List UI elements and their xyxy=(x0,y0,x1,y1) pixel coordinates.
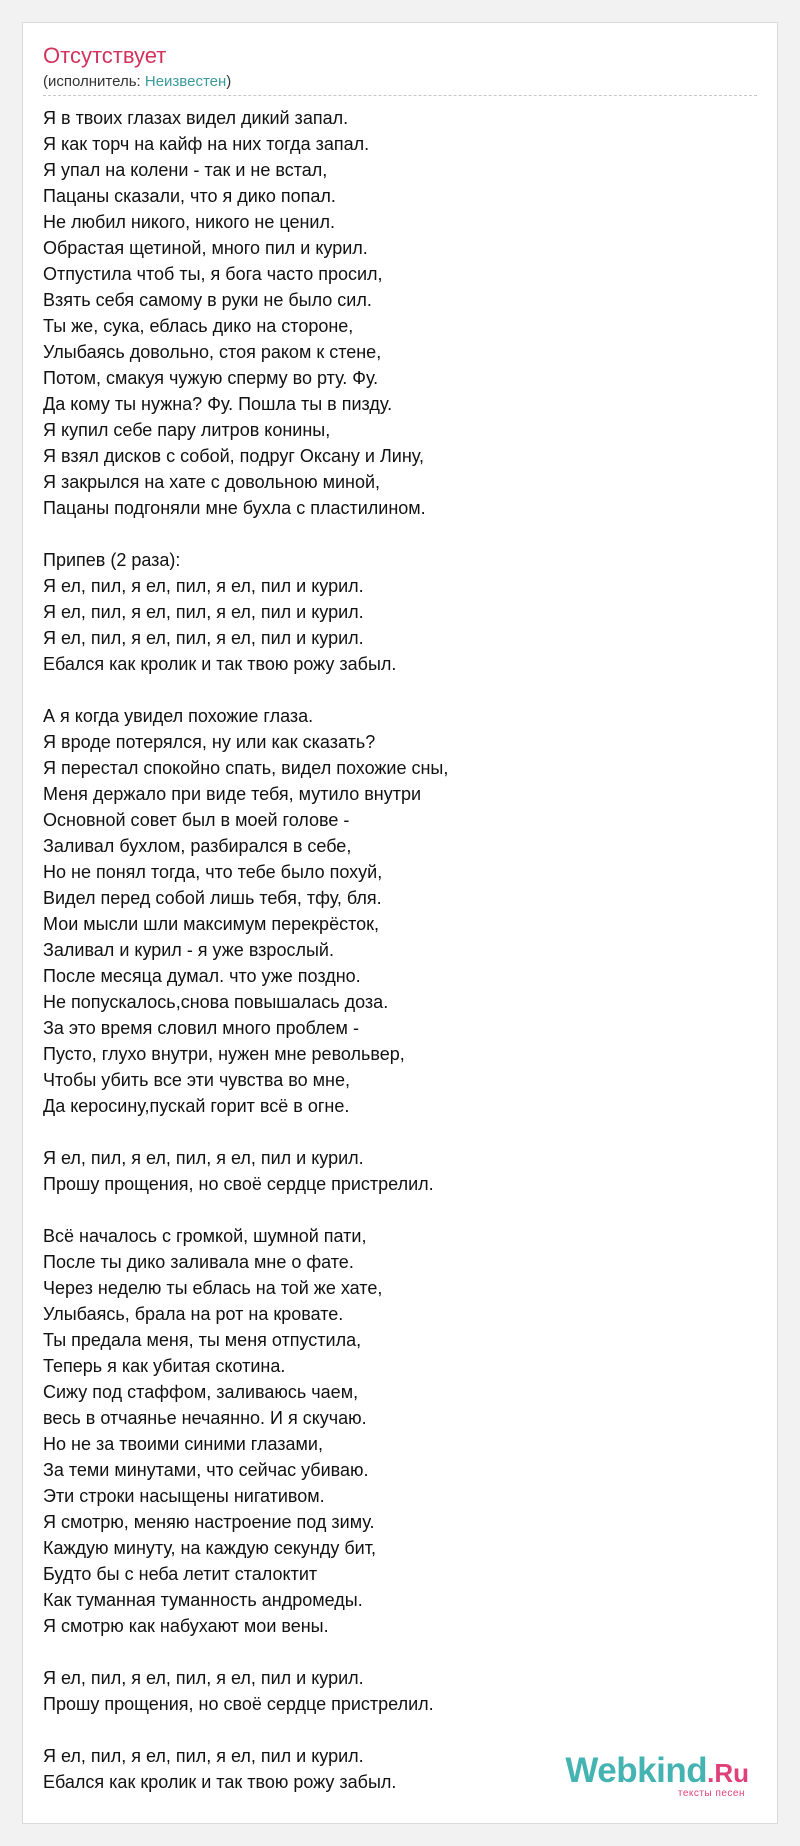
lyric-line: Я как торч на кайф на них тогда запал. xyxy=(43,134,370,154)
lyric-line: После ты дико заливала мне о фате. xyxy=(43,1252,354,1272)
lyric-line: Пацаны подгоняли мне бухла с пластилином. xyxy=(43,498,426,518)
site-logo[interactable] xyxy=(565,1753,749,1799)
lyric-line: Всё началось с громкой, шумной пати, xyxy=(43,1226,367,1246)
lyric-line: Пусто, глухо внутри, нужен мне револьвер, xyxy=(43,1044,405,1064)
lyric-line: Я ел, пил, я ел, пил, я ел, пил и курил. xyxy=(43,576,364,596)
lyric-line: Потом, смакуя чужую сперму во рту. Фу. xyxy=(43,368,379,388)
logo-tagline: тексты песен xyxy=(677,1788,745,1799)
lyric-line: Я упал на колени - так и не встал, xyxy=(43,160,328,180)
stanza-gap xyxy=(43,1639,743,1665)
lyric-line: Каждую минуту, на каждую секунду бит, xyxy=(43,1538,376,1558)
lyric-line: Не любил никого, никого не ценил. xyxy=(43,212,335,232)
lyric-line: Меня держало при виде тебя, мутило внутри xyxy=(43,784,422,804)
lyric-line: Я закрылся на хате с довольною миной, xyxy=(43,472,381,492)
lyric-line: Ебался как кролик и так твою рожу забыл. xyxy=(43,654,397,674)
song-title: Отсутствует xyxy=(43,43,167,68)
lyric-line: Я смотрю как набухают мои вены. xyxy=(43,1616,329,1636)
header-divider xyxy=(43,95,757,96)
lyric-line: Прошу прощения, но своё сердце пристрелил. xyxy=(43,1174,434,1194)
stanza-gap xyxy=(43,1119,743,1145)
stanza-gap xyxy=(43,677,743,703)
lyrics-text xyxy=(43,105,743,1795)
stanza-gap xyxy=(43,1717,743,1743)
lyric-line: весь в отчаянье нечаянно. И я скучаю. xyxy=(43,1408,367,1428)
lyric-line: Отпустила чтоб ты, я бога часто просил, xyxy=(43,264,383,284)
lyric-line: Основной совет был в моей голове - xyxy=(43,810,350,830)
lyric-line: Видел перед собой лишь тебя, тфу, бля. xyxy=(43,888,382,908)
lyric-line: Мои мысли шли максимум перекрёсток, xyxy=(43,914,380,934)
lyric-line: Будто бы с неба летит сталоктит xyxy=(43,1564,318,1584)
lyric-line: Заливал бухлом, разбирался в себе, xyxy=(43,836,352,856)
lyric-line: Я ел, пил, я ел, пил, я ел, пил и курил. xyxy=(43,1746,364,1766)
artist-link[interactable]: Неизвестен xyxy=(144,73,227,90)
lyric-line: Да кому ты нужна? Фу. Пошла ты в пизду. xyxy=(43,394,393,414)
lyric-line: Сижу под стаффом, заливаюсь чаем, xyxy=(43,1382,359,1402)
lyric-line: За это время словил много проблем - xyxy=(43,1018,359,1038)
lyric-line: Обрастая щетиной, много пил и курил. xyxy=(43,238,368,258)
logo-name: Webkind xyxy=(565,1751,708,1790)
lyric-line: Улыбаясь довольно, стоя раком к стене, xyxy=(43,342,382,362)
lyric-line: Эти строки насыщены нигативом. xyxy=(43,1486,325,1506)
lyric-line: Ты предала меня, ты меня отпустила, xyxy=(43,1330,362,1350)
lyric-line: Улыбаясь, брала на рот на кровате. xyxy=(43,1304,344,1324)
artist-prefix: (исполнитель: xyxy=(43,73,145,90)
lyric-line: Я ел, пил, я ел, пил, я ел, пил и курил. xyxy=(43,628,364,648)
lyric-line: Прошу прощения, но своё сердце пристрелил. xyxy=(43,1694,434,1714)
lyric-line: После месяца думал. что уже поздно. xyxy=(43,966,361,986)
lyric-line: Я вроде потерялся, ну или как сказать? xyxy=(43,732,376,752)
stanza-gap xyxy=(43,1197,743,1223)
lyric-line: Я в твоих глазах видел дикий запал. xyxy=(43,108,349,128)
lyric-line: Как туманная туманность андромеды. xyxy=(43,1590,363,1610)
lyric-line: Но не за твоими синими глазами, xyxy=(43,1434,323,1454)
lyric-line: Чтобы убить все эти чувства во мне, xyxy=(43,1070,351,1090)
lyric-line: Ты же, сука, еблась дико на стороне, xyxy=(43,316,354,336)
logo-tld: .Ru xyxy=(707,1758,749,1788)
lyric-line: Припев (2 раза): xyxy=(43,550,181,570)
lyric-line: Ебался как кролик и так твою рожу забыл. xyxy=(43,1772,397,1792)
lyric-line: Не попускалось,снова повышалась доза. xyxy=(43,992,389,1012)
lyric-line: Через неделю ты еблась на той же хате, xyxy=(43,1278,383,1298)
lyric-line: Я взял дисков с собой, подруг Оксану и Лину, xyxy=(43,446,424,466)
lyric-line: Я смотрю, меняю настроение под зиму. xyxy=(43,1512,375,1532)
lyric-line: Я ел, пил, я ел, пил, я ел, пил и курил. xyxy=(43,1668,364,1688)
lyric-line: Взять себя самому в руки не было сил. xyxy=(43,290,372,310)
lyric-line: Теперь я как убитая скотина. xyxy=(43,1356,286,1376)
lyric-line: Заливал и курил - я уже взрослый. xyxy=(43,940,334,960)
lyrics-card xyxy=(22,22,778,1824)
lyric-line: Я ел, пил, я ел, пил, я ел, пил и курил. xyxy=(43,602,364,622)
lyric-line: Да керосину,пускай горит всё в огне. xyxy=(43,1096,350,1116)
lyric-line: За теми минутами, что сейчас убиваю. xyxy=(43,1460,369,1480)
stanza-gap xyxy=(43,521,743,547)
lyric-line: А я когда увидел похожие глаза. xyxy=(43,706,314,726)
artist-suffix: ) xyxy=(226,73,232,90)
artist-line xyxy=(43,73,231,91)
lyric-line: Но не понял тогда, что тебе было похуй, xyxy=(43,862,383,882)
lyric-line: Я перестал спокойно спать, видел похожие сны, xyxy=(43,758,449,778)
lyric-line: Я ел, пил, я ел, пил, я ел, пил и курил. xyxy=(43,1148,364,1168)
lyric-line: Пацаны сказали, что я дико попал. xyxy=(43,186,336,206)
lyric-line: Я купил себе пару литров конины, xyxy=(43,420,331,440)
